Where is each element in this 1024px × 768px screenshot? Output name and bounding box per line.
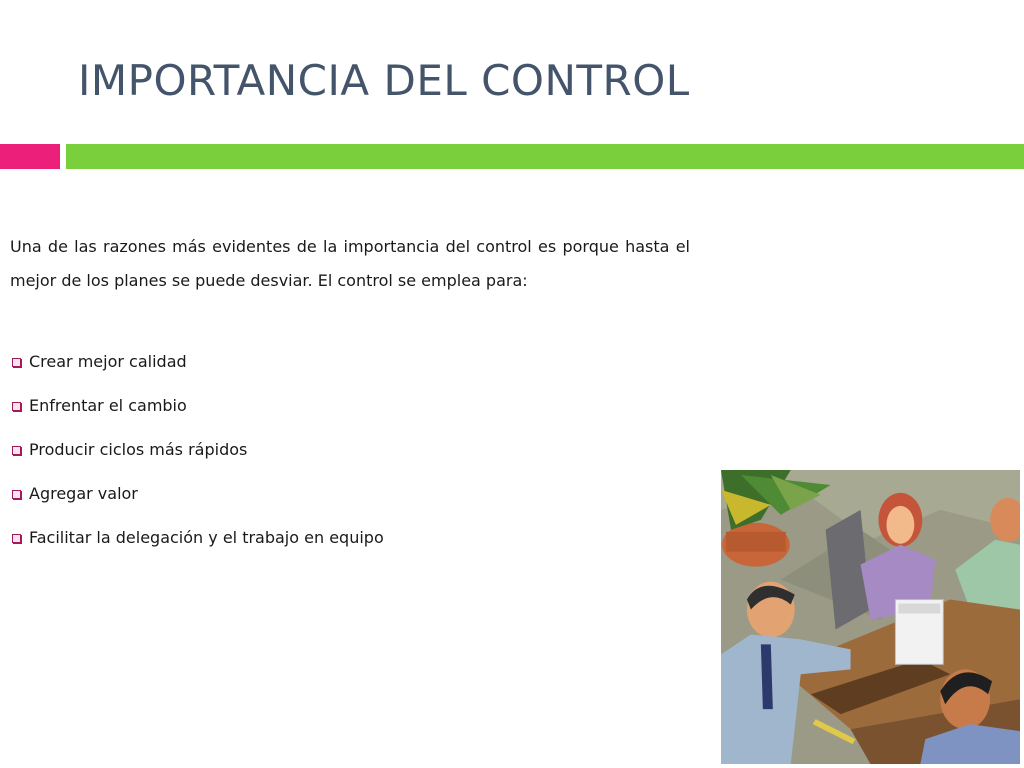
bullet-text: Agregar valor <box>29 484 138 503</box>
hollow-square-bullet-icon <box>12 490 21 499</box>
bullet-list <box>10 352 384 572</box>
meeting-clipart <box>721 470 1020 764</box>
accent-bar-green <box>66 144 1024 169</box>
bullet-text: Crear mejor calidad <box>29 352 187 371</box>
slide-title: IMPORTANCIA DEL CONTROL <box>78 56 690 105</box>
list-item <box>10 528 384 572</box>
hollow-square-bullet-icon <box>12 534 21 543</box>
bullet-text: Producir ciclos más rápidos <box>29 440 248 459</box>
hollow-square-bullet-icon <box>12 358 21 367</box>
list-item <box>10 440 384 484</box>
accent-bar-pink <box>0 144 60 169</box>
list-item <box>10 396 384 440</box>
hollow-square-bullet-icon <box>12 446 21 455</box>
bullet-text: Facilitar la delegación y el trabajo en equipo <box>29 528 384 547</box>
list-item <box>10 484 384 528</box>
hollow-square-bullet-icon <box>12 402 21 411</box>
list-item <box>10 352 384 396</box>
bullet-text: Enfrentar el cambio <box>29 396 187 415</box>
intro-paragraph: Una de las razones más evidentes de la importancia del control es porque hasta el mejor de los planes se puede desviar. El control se emplea para: <box>10 237 690 290</box>
